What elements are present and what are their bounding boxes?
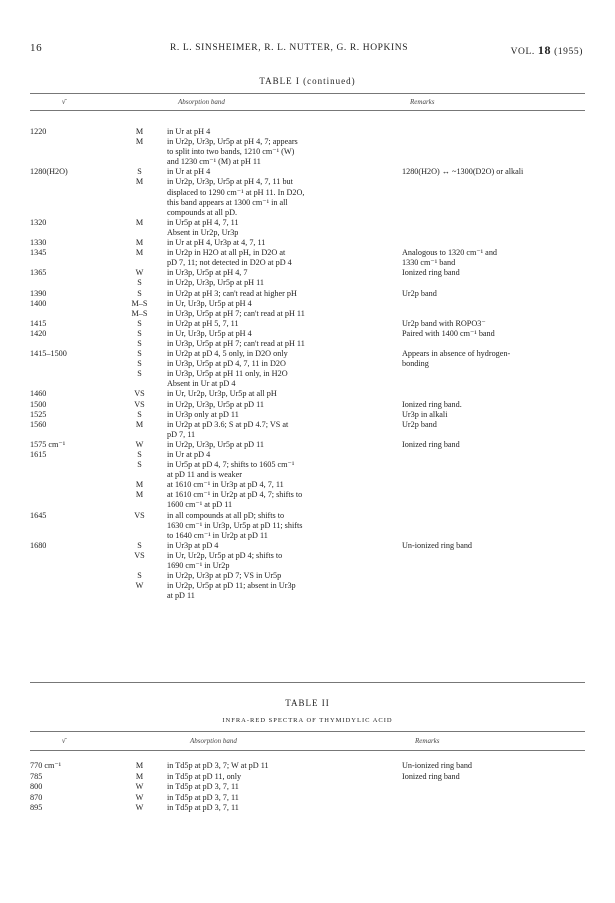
table1-row — [30, 289, 590, 299]
table1-col-band: Absorption band — [178, 98, 225, 106]
table1-remarks-cell — [402, 450, 590, 460]
table2-row — [30, 803, 590, 814]
table1-intensity-cell — [112, 147, 167, 157]
volume-year: (1955) — [554, 47, 583, 57]
running-authors: R. L. SINSHEIMER, R. L. NUTTER, G. R. HOPKINS — [170, 43, 409, 53]
table1-remarks-cell — [402, 299, 590, 309]
table1-intensity-cell — [112, 157, 167, 167]
table2-remarks-cell: Ionized ring band — [402, 771, 460, 781]
table1-description-cell: in Ur, Ur2p, Ur3p, Ur5p at all pH — [167, 389, 277, 399]
table1-intensity-cell: VS — [134, 510, 145, 520]
table1-row — [30, 319, 590, 329]
table1-wavenumber-cell — [30, 521, 112, 531]
table1-remarks-cell: Paired with 1400 cm⁻¹ band — [402, 328, 495, 338]
table1-intensity-cell — [112, 521, 167, 531]
table2-col-remarks: Remarks — [415, 737, 440, 745]
table1-row — [30, 137, 590, 147]
table1-bottom-rule — [30, 682, 585, 683]
table1-wavenumber-cell: 1415 — [30, 318, 47, 328]
table1-wavenumber-cell — [30, 147, 112, 157]
table1-description-cell: in Ur, Ur3p, Ur5p at pH 4 — [167, 298, 252, 308]
table1-remarks-cell — [402, 137, 590, 147]
table1-row — [30, 410, 590, 420]
table1-wavenumber-cell — [30, 551, 112, 561]
table1-description-cell: 1630 cm⁻¹ in Ur3p, Ur5p at pD 11; shifts — [167, 520, 303, 530]
table1-row — [30, 531, 590, 541]
table1-intensity-cell: S — [137, 328, 142, 338]
table1-description-cell: in Ur3p, Ur5p at pH 4, 7 — [167, 268, 248, 278]
table1-remarks-cell: Appears in absence of hydrogen- — [402, 349, 511, 359]
table1-row — [30, 541, 590, 551]
table1-intensity-cell: M — [135, 238, 144, 248]
table2-remarks-cell — [402, 793, 590, 804]
table1-intensity-cell: W — [135, 268, 144, 278]
table1-description-cell: in Ur2p, Ur3p at pD 7; VS in Ur5p — [167, 571, 282, 581]
table1-description-cell: in Ur, Ur3p, Ur5p at pH 4 — [167, 328, 252, 338]
running-header — [30, 42, 583, 56]
table1-wavenumber-cell: 1460 — [30, 389, 47, 399]
table1-remarks-cell: Un-ionized ring band — [402, 540, 473, 550]
table2-header-rule — [30, 750, 585, 751]
table1-wavenumber-cell — [30, 531, 112, 541]
table1-description-cell: at pD 11 — [167, 591, 195, 601]
table1-remarks-cell: Ur3p in alkali — [402, 409, 448, 419]
table1-row — [30, 440, 590, 450]
table2-col-band: Absorption band — [190, 737, 237, 745]
table1-description-cell: in Ur2p at pH 3; can't read at higher pH — [167, 288, 297, 298]
table1-row — [30, 571, 590, 581]
table1-remarks-cell — [402, 591, 590, 601]
table1-wavenumber-cell — [30, 430, 112, 440]
table1-description-cell: in Ur at pH 4 — [167, 127, 211, 136]
table1-row — [30, 309, 590, 319]
table2-intensity-cell: W — [135, 792, 144, 802]
table1-row — [30, 228, 590, 238]
table1-wavenumber-cell — [30, 500, 112, 510]
table1-remarks-cell — [402, 309, 590, 319]
table1-intensity-cell: VS — [134, 389, 145, 399]
table1-row — [30, 157, 590, 167]
table1-row — [30, 167, 590, 177]
table1-remarks-cell — [402, 581, 590, 591]
table1-remarks-cell — [402, 490, 590, 500]
table1-row — [30, 238, 590, 248]
table1-remarks-cell — [402, 500, 590, 510]
table1-description-cell: at 1610 cm⁻¹ in Ur3p at pD 4, 7, 11 — [167, 480, 284, 490]
table1-remarks-cell — [402, 188, 590, 198]
table2-row — [30, 772, 590, 783]
table1-description-cell: in Ur at pH 4 — [167, 167, 211, 177]
table1-row — [30, 258, 590, 268]
table1-intensity-cell: M — [135, 177, 144, 187]
table1-intensity-cell — [112, 258, 167, 268]
table1-row — [30, 248, 590, 258]
table1-wavenumber-cell: 1330 — [30, 238, 47, 248]
table2-row — [30, 793, 590, 804]
table1-description-cell: 1690 cm⁻¹ in Ur2p — [167, 561, 230, 571]
table1-remarks-cell — [402, 238, 590, 248]
table1-wavenumber-cell — [30, 470, 112, 480]
table1-wavenumber-cell — [30, 591, 112, 601]
table1-description-cell: at pD 11 and is weaker — [167, 470, 242, 480]
table1-intensity-cell: W — [135, 439, 144, 449]
table1-description-cell: Absent in Ur2p, Ur3p — [167, 227, 239, 237]
table1-intensity-cell: S — [137, 369, 142, 379]
table1-description-cell: in Ur3p only at pD 11 — [167, 409, 239, 419]
table1-row — [30, 208, 590, 218]
table1-intensity-cell: M — [135, 248, 144, 258]
table1-description-cell: in Ur2p, Ur3p, Ur5p at pH 4, 7; appears — [167, 137, 298, 147]
table1-intensity-cell: M–S — [131, 298, 148, 308]
table1-row — [30, 450, 590, 460]
table1-description-cell: in Ur5p at pD 4, 7; shifts to 1605 cm⁻¹ — [167, 460, 295, 470]
table1-header-rule — [30, 110, 585, 111]
table1-description-cell: to 1640 cm⁻¹ in Ur2p at pD 11 — [167, 530, 268, 540]
table1-intensity-cell: S — [137, 278, 142, 288]
table1-remarks-cell — [402, 208, 590, 218]
table1-row — [30, 490, 590, 500]
table1-remarks-cell: Ionized ring band. — [402, 399, 462, 409]
table1-wavenumber-cell — [30, 339, 112, 349]
table1-wavenumber-cell: 1390 — [30, 288, 47, 298]
table2-wavenumber-cell: 785 — [30, 771, 43, 781]
table2-wavenumber-cell: 870 — [30, 792, 43, 802]
table1-wavenumber-cell — [30, 571, 112, 581]
table2-description-cell: in Td5p at pD 3, 7; W at pD 11 — [167, 761, 269, 770]
table1-wavenumber-cell — [30, 198, 112, 208]
table2-intensity-cell: M — [135, 771, 144, 781]
table1-intensity-cell — [112, 470, 167, 480]
table1-row — [30, 278, 590, 288]
table1-row — [30, 460, 590, 470]
table1-row — [30, 198, 590, 208]
table1-row — [30, 430, 590, 440]
table1-intensity-cell: S — [137, 359, 142, 369]
table1-row — [30, 359, 590, 369]
table1-remarks-cell — [402, 339, 590, 349]
table1-description-cell: Absent in Ur at pD 4 — [167, 379, 236, 389]
table1-wavenumber-cell: 1420 — [30, 328, 47, 338]
table1-description-cell: in Ur, Ur2p, Ur5p at pD 4; shifts to — [167, 550, 283, 560]
table2-wavenumber-cell: 770 cm⁻¹ — [30, 761, 62, 770]
table1-intensity-cell: S — [137, 540, 142, 550]
table1-description-cell: in Ur2p, Ur3p, Ur5p at pD 11 — [167, 439, 265, 449]
table1-remarks-cell — [402, 157, 590, 167]
table1-intensity-cell: S — [137, 450, 142, 459]
table1-remarks-cell — [402, 551, 590, 561]
table1-description-cell: in Ur at pH 4, Ur3p at 4, 7, 11 — [167, 238, 266, 248]
table1-intensity-cell: S — [137, 338, 142, 348]
table1-description-cell: in Ur2p, Ur3p, Ur5p at pH 11 — [167, 278, 265, 288]
table1-remarks-cell — [402, 389, 590, 399]
table1-row — [30, 480, 590, 490]
table1-remarks-cell: Ur2p band with ROPO3⁻ — [402, 318, 486, 328]
table1-wavenumber-cell: 1320 — [30, 217, 47, 227]
table1-description-cell: in Ur3p, Ur5p at pH 7; can't read at pH 11 — [167, 308, 305, 318]
table1-row — [30, 349, 590, 359]
table1-intensity-cell: VS — [134, 399, 145, 409]
table1-wavenumber-cell: 1615 — [30, 450, 47, 459]
table1-wavenumber-cell — [30, 137, 112, 147]
table2-row — [30, 782, 590, 793]
table1-description-cell: in Ur3p, Ur5p at pH 11 only, in H2O — [167, 369, 288, 379]
table1-intensity-cell — [112, 379, 167, 389]
table1-wavenumber-cell — [30, 309, 112, 319]
table1-row — [30, 299, 590, 309]
table1-wavenumber-cell — [30, 177, 112, 187]
table2-description-cell: in Td5p at pD 3, 7, 11 — [167, 803, 239, 812]
table1-wavenumber-cell: 1280(H2O) — [30, 167, 68, 177]
table1-remarks-cell — [402, 218, 590, 228]
table1-description-cell: in Ur2p at pD 3.6; S at pD 4.7; VS at — [167, 419, 289, 429]
table1-row — [30, 339, 590, 349]
table1-row — [30, 561, 590, 571]
table1-description-cell: at 1610 cm⁻¹ in Ur2p at pD 4, 7; shifts to — [167, 490, 303, 500]
table2-description-cell: in Td5p at pD 3, 7, 11 — [167, 782, 239, 791]
table1-remarks-cell — [402, 379, 590, 389]
table1-remarks-cell: Ur2p band — [402, 288, 437, 298]
table1-wavenumber-cell — [30, 490, 112, 500]
table1-row — [30, 420, 590, 430]
table1-col-wavenumber: ν̄ — [62, 98, 66, 106]
table1-row — [30, 218, 590, 228]
table2-caption: TABLE II — [285, 698, 330, 708]
table1-wavenumber-cell — [30, 480, 112, 490]
table2-wavenumber-cell: 800 — [30, 782, 43, 791]
table1-top-rule — [30, 93, 585, 94]
page-number: 16 — [30, 42, 43, 54]
table1-remarks-cell — [402, 228, 590, 238]
table1-remarks-cell — [402, 177, 590, 187]
volume-number: 18 — [537, 43, 552, 57]
table1-intensity-cell — [112, 591, 167, 601]
table1-intensity-cell — [112, 561, 167, 571]
table1-row — [30, 500, 590, 510]
table2-intensity-cell: W — [135, 803, 144, 812]
table2-subcaption: INFRA-RED SPECTRA OF THYMIDYLIC ACID — [222, 717, 393, 724]
table1-description-cell: this band appears at 1300 cm⁻¹ in all — [167, 197, 288, 207]
table1-intensity-cell: M — [135, 480, 144, 490]
table1-description-cell: compounds at all pD. — [167, 207, 238, 217]
table1-row — [30, 127, 590, 137]
table1-intensity-cell: M — [135, 490, 144, 500]
table1-description-cell: to split into two bands, 1210 cm⁻¹ (W) — [167, 147, 295, 157]
table1-remarks-cell — [402, 561, 590, 571]
table2-remarks-cell: Un-ionized ring band — [402, 761, 473, 770]
table1-description-cell: and 1230 cm⁻¹ (M) at pH 11 — [167, 157, 261, 167]
table1-wavenumber-cell — [30, 188, 112, 198]
table1-row — [30, 369, 590, 379]
table2-description-cell: in Td5p at pD 11, only — [167, 771, 242, 781]
table1-wavenumber-cell — [30, 379, 112, 389]
table1-intensity-cell: W — [135, 581, 144, 591]
table1-wavenumber-cell — [30, 359, 112, 369]
table1-remarks-cell — [402, 571, 590, 581]
table1-description-cell: in Ur2p, Ur3p, Ur5p at pD 11 — [167, 399, 265, 409]
table1-description-cell: in all compounds at all pD; shifts to — [167, 510, 285, 520]
table1-wavenumber-cell: 1220 — [30, 127, 47, 136]
table2-wavenumber-cell: 895 — [30, 803, 43, 812]
table2-intensity-cell: M — [135, 761, 144, 770]
table1-wavenumber-cell — [30, 208, 112, 218]
table1-col-remarks: Remarks — [410, 98, 435, 106]
table1-row — [30, 177, 590, 187]
table1-wavenumber-cell — [30, 460, 112, 470]
table1-description-cell: 1600 cm⁻¹ at pD 11 — [167, 500, 233, 510]
table1-intensity-cell: M — [135, 137, 144, 147]
table1-description-cell: in Ur at pD 4 — [167, 450, 211, 459]
table1-description-cell: pD 7, 11 — [167, 429, 196, 439]
table1-intensity-cell — [112, 531, 167, 541]
table1-description-cell: in Ur3p, Ur5p at pD 4, 7, 11 in D2O — [167, 359, 286, 369]
table1-description-cell: in Ur2p at pD 4, 5 only, in D2O only — [167, 349, 288, 359]
table1-body — [30, 127, 590, 601]
table1-intensity-cell: S — [137, 460, 142, 470]
table1-wavenumber-cell — [30, 278, 112, 288]
table1-remarks-cell: Ur2p band — [402, 419, 437, 429]
table1-intensity-cell — [112, 188, 167, 198]
table1-intensity-cell: M — [135, 419, 144, 429]
table1-caption: TABLE I (continued) — [259, 76, 356, 86]
table2-col-wavenumber: ν̄ — [62, 737, 66, 745]
table2-intensity-cell: W — [135, 782, 144, 791]
table2-top-rule — [30, 731, 585, 732]
table1-remarks-cell — [402, 198, 590, 208]
table1-intensity-cell: VS — [134, 550, 145, 560]
table1-remarks-cell: Analogous to 1320 cm⁻¹ and — [402, 248, 498, 258]
table1-intensity-cell — [112, 228, 167, 238]
table1-intensity-cell — [112, 500, 167, 510]
table1-remarks-cell: Ionized ring band — [402, 439, 460, 449]
table1-row — [30, 268, 590, 278]
table1-intensity-cell: S — [137, 571, 142, 581]
table1-remarks-cell — [402, 470, 590, 480]
table1-remarks-cell: bonding — [402, 359, 429, 369]
table1-remarks-cell — [402, 531, 590, 541]
table1-wavenumber-cell: 1560 — [30, 419, 47, 429]
table1-description-cell: in Ur2p, Ur3p, Ur5p at pH 4, 7, 11 but — [167, 177, 293, 187]
table2-remarks-cell — [402, 782, 590, 793]
table1-wavenumber-cell — [30, 258, 112, 268]
table1-intensity-cell — [112, 430, 167, 440]
table1-remarks-cell — [402, 521, 590, 531]
table1-wavenumber-cell: 1415–1500 — [30, 349, 67, 359]
table1-remarks-cell: 1330 cm⁻¹ band — [402, 258, 456, 268]
table1-intensity-cell — [112, 198, 167, 208]
table1-wavenumber-cell: 1645 — [30, 510, 47, 520]
table1-row — [30, 511, 590, 521]
volume-citation — [511, 43, 583, 58]
table2-remarks-cell — [402, 803, 590, 814]
table1-remarks-cell: Ionized ring band — [402, 268, 460, 278]
table1-wavenumber-cell — [30, 228, 112, 238]
table1-wavenumber-cell: 1525 — [30, 409, 47, 419]
table1-row — [30, 147, 590, 157]
table1-row — [30, 551, 590, 561]
table1-intensity-cell: S — [137, 349, 142, 359]
table1-intensity-cell: S — [137, 167, 142, 177]
table1-wavenumber-cell — [30, 369, 112, 379]
table1-remarks-cell — [402, 369, 590, 379]
table1-row — [30, 400, 590, 410]
table1-intensity-cell — [112, 208, 167, 218]
table1-description-cell: in Ur2p at pH 5, 7, 11 — [167, 318, 239, 328]
table1-description-cell: in Ur3p at pD 4 — [167, 540, 219, 550]
table1-remarks-cell — [402, 480, 590, 490]
table1-row — [30, 379, 590, 389]
table1-wavenumber-cell — [30, 157, 112, 167]
table1-row — [30, 581, 590, 591]
table1-description-cell: displaced to 1290 cm⁻¹ at pH 11. In D2O, — [167, 187, 305, 197]
table1-remarks-cell — [402, 147, 590, 157]
table1-wavenumber-cell — [30, 561, 112, 571]
table1-row — [30, 389, 590, 399]
table1-wavenumber-cell: 1575 cm⁻¹ — [30, 439, 66, 449]
table1-intensity-cell: S — [137, 318, 142, 328]
table1-wavenumber-cell: 1400 — [30, 298, 47, 308]
table2-row — [30, 761, 590, 772]
table1-intensity-cell: S — [137, 288, 142, 298]
table1-intensity-cell: S — [137, 409, 142, 419]
table1-remarks-cell — [402, 460, 590, 470]
table1-remarks-cell — [402, 511, 590, 521]
table1-row — [30, 329, 590, 339]
table1-wavenumber-cell: 1680 — [30, 540, 47, 550]
table1-description-cell: in Ur2p, Ur5p at pD 11; absent in Ur3p — [167, 581, 296, 591]
table1-row — [30, 470, 590, 480]
table1-wavenumber-cell: 1500 — [30, 399, 47, 409]
table1-row — [30, 521, 590, 531]
table1-remarks-cell — [402, 278, 590, 288]
table2-description-cell: in Td5p at pD 3, 7, 11 — [167, 792, 239, 802]
table2-body — [30, 761, 590, 814]
table1-wavenumber-cell — [30, 581, 112, 591]
table1-description-cell: in Ur5p at pH 4, 7, 11 — [167, 217, 239, 227]
table1-description-cell: in Ur2p in H2O at all pH, in D2O at — [167, 248, 286, 258]
table1-description-cell: in Ur3p, Ur5p at pH 7; can't read at pH 11 — [167, 338, 305, 348]
table1-intensity-cell: M — [135, 217, 144, 227]
table1-wavenumber-cell: 1365 — [30, 268, 47, 278]
table1-remarks-cell — [402, 430, 590, 440]
table1-description-cell: pD 7, 11; not detected in D2O at pD 4 — [167, 258, 292, 268]
table1-remarks-cell: 1280(H2O) ↔ ~1300(D2O) or alkali — [402, 167, 524, 177]
volume-label: VOL. — [510, 47, 535, 57]
table1-row — [30, 591, 590, 601]
table1-intensity-cell: M–S — [131, 308, 148, 318]
table1-intensity-cell: M — [135, 127, 144, 136]
table1-row — [30, 188, 590, 198]
table1-remarks-cell — [402, 127, 590, 137]
table1-wavenumber-cell: 1345 — [30, 248, 47, 258]
